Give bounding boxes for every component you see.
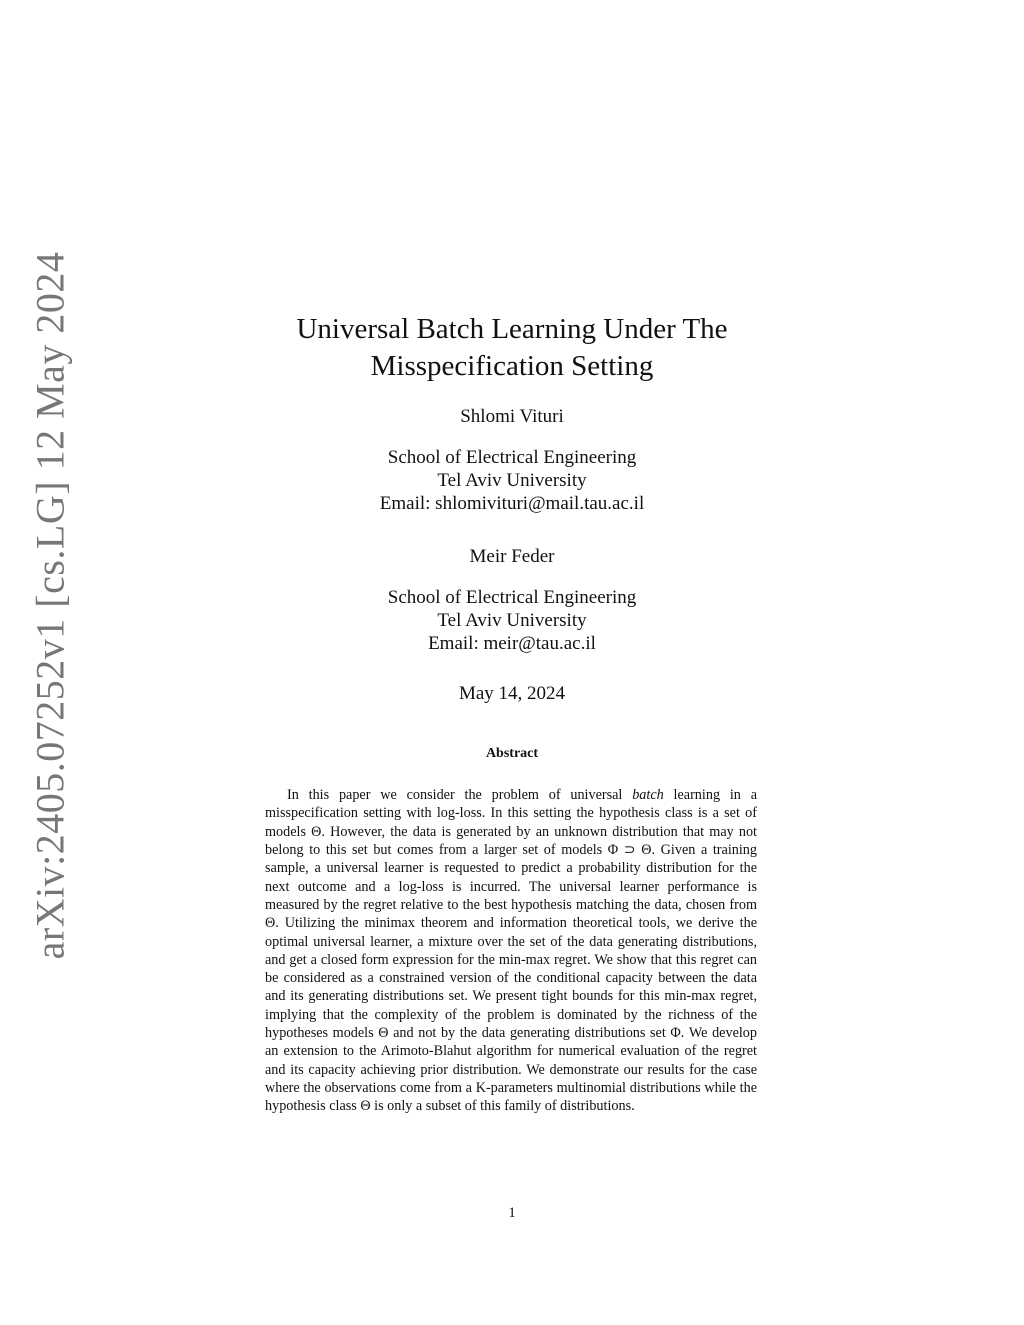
author-university-1: Tel Aviv University bbox=[437, 470, 587, 491]
author-affiliation-2 bbox=[200, 586, 824, 655]
author-affiliation-1 bbox=[200, 446, 824, 515]
abstract-heading: Abstract bbox=[485, 746, 539, 761]
title-line-2: Misspecification Setting bbox=[370, 350, 654, 382]
arxiv-identifier-stamp bbox=[18, 251, 82, 959]
publication-date: May 14, 2024 bbox=[458, 683, 566, 704]
author-department-2: School of Electrical Engineering bbox=[387, 587, 637, 608]
page-number: 1 bbox=[508, 1205, 516, 1221]
arxiv-identifier-text: arXiv:2405.07252v1 [cs.LG] 12 May 2024 bbox=[27, 251, 73, 959]
author-name-1: Shlomi Vituri bbox=[460, 406, 564, 427]
author-department-1: School of Electrical Engineering bbox=[387, 447, 637, 468]
title-line-1: Universal Batch Learning Under The bbox=[296, 313, 728, 345]
paper-title bbox=[200, 311, 824, 385]
abstract-emphasis: batch bbox=[632, 787, 664, 804]
author-email-2: Email: meir@tau.ac.il bbox=[428, 633, 596, 654]
abstract-text: learning in a misspecification setting with log-loss. In this setting the hypothesis class is a set of models Θ. However, the data is generated by an unknown distribution that may not belong to this set but comes from a larger set of models Φ ⊃ Θ. Given a training sample, a universal learner is requested to predict a probability distribution for the next outcome and a log-loss is incurred. The universal learner performance is measured by the regret relative to the best hypothesis matching the data, chosen from Θ. Utilizing the minimax theorem and information theoretical tools, we derive the optimal universal learner, a mixture over the set of the data generating distributions, and get a closed form expression for the min-max regret. We show that this regret can be considered as a constrained version of the conditional capacity between the data and its generating distributions set. We present tight bounds for this min-max regret, implying that the complexity of the problem is dominated by the richness of the hypotheses models Θ and not by the data generating distributions set Φ. We develop an extension to the Arimoto-Blahut algorithm for numerical evaluation of the regret and its capacity achieving prior distribution. We demonstrate our results for the case where the observations come from a K-parameters multinomial distributions while the hypothesis class Θ is only a subset of this family of distributions. bbox=[265, 787, 757, 1115]
author-name-2: Meir Feder bbox=[469, 546, 555, 567]
author-email-1: Email: shlomivituri@mail.tau.ac.il bbox=[379, 493, 645, 514]
abstract-body bbox=[265, 786, 757, 1115]
author-university-2: Tel Aviv University bbox=[437, 610, 587, 631]
abstract-intro: In this paper we consider the problem of universal bbox=[287, 787, 633, 804]
